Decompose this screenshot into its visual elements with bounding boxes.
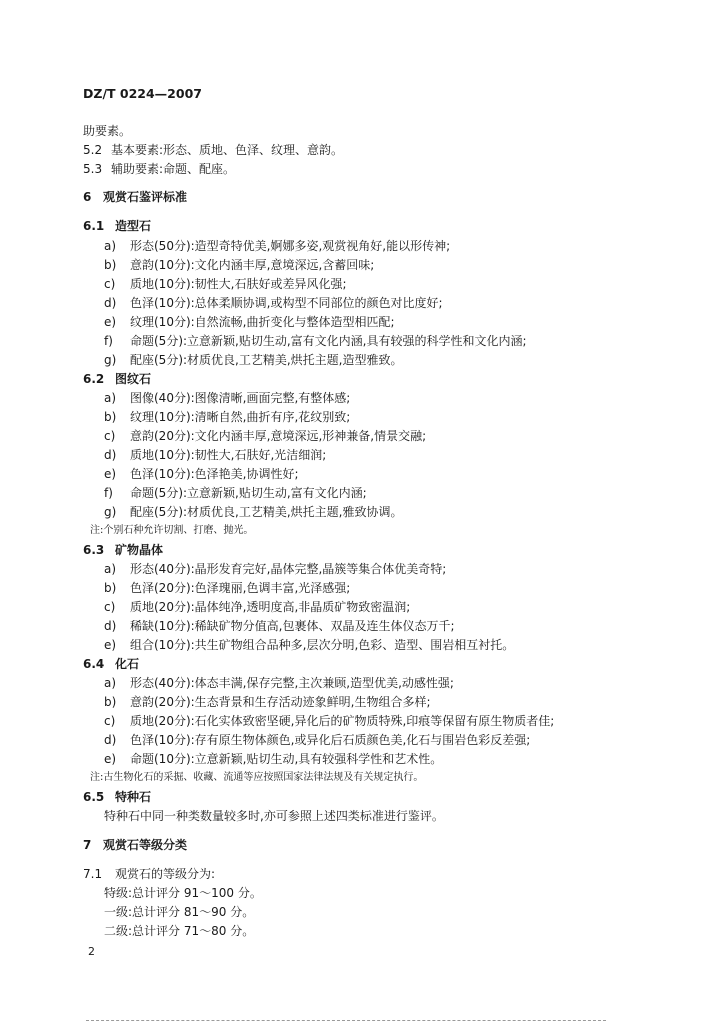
list-item-text: 质地(20分):晶体纯净,透明度高,非晶质矿物致密温润; xyxy=(130,600,411,614)
list-marker: c) xyxy=(104,429,116,443)
list-item-text: 色泽(10分):色泽艳美,协调性好; xyxy=(130,467,299,481)
list-marker: a) xyxy=(104,562,117,576)
list-item xyxy=(104,713,554,729)
section-number: 6 xyxy=(83,190,92,204)
subsection-title: 图纹石 xyxy=(115,372,152,386)
list-item xyxy=(104,276,347,292)
list-item-text: 意韵(20分):文化内涵丰厚,意境深远,形神兼备,情景交融; xyxy=(130,429,427,443)
grade-item: 特级:总计评分 91～100 分。 xyxy=(104,886,262,900)
list-item xyxy=(104,599,410,615)
list-item xyxy=(104,675,454,691)
list-item xyxy=(104,409,350,425)
section-title: 观赏石鉴评标准 xyxy=(103,190,188,204)
list-item xyxy=(104,637,514,653)
subsection-heading-6-2 xyxy=(83,371,151,387)
list-marker: a) xyxy=(104,391,117,405)
list-item-text: 意韵(20分):生态背景和生存活动迹象鲜明,生物组合多样; xyxy=(130,695,431,709)
list-item xyxy=(104,390,350,406)
list-item-text: 形态(50分):造型奇特优美,婀娜多姿,观赏视角好,能以形传神; xyxy=(130,239,451,253)
list-marker: a) xyxy=(104,239,117,253)
list-item-text: 质地(10分):韧性大,石肤好,光洁细润; xyxy=(130,448,327,462)
subsection-heading-6-1 xyxy=(83,218,151,234)
list-item-text: 纹理(10分):自然流畅,曲折变化与整体造型相匹配; xyxy=(130,315,395,329)
note-text: 注:个别石种允许切割、打磨、抛光。 xyxy=(90,525,254,536)
list-item-text: 色泽(20分):色泽瑰丽,色调丰富,光泽感强; xyxy=(130,581,351,595)
list-item xyxy=(104,447,326,463)
list-item-text: 组合(10分):共生矿物组合品种多,层次分明,色彩、造型、围岩相互衬托。 xyxy=(130,638,515,652)
list-marker: b) xyxy=(104,410,117,424)
list-marker: e) xyxy=(104,752,117,766)
list-marker: d) xyxy=(104,448,117,462)
list-item-text: 质地(10分):韧性大,石肤好或差异风化强; xyxy=(130,277,347,291)
subsection-heading-6-5 xyxy=(83,789,151,805)
clause-7-1 xyxy=(83,866,215,882)
list-marker: g) xyxy=(104,505,117,519)
section-title: 观赏石等级分类 xyxy=(103,838,188,852)
list-marker: g) xyxy=(104,353,117,367)
continued-text: 助要素。 xyxy=(83,124,132,138)
list-item xyxy=(104,694,431,710)
note-text: 注:古生物化石的采掘、收藏、流通等应按照国家法律法规及有关规定执行。 xyxy=(90,772,424,783)
list-marker: f) xyxy=(104,334,113,348)
paragraph: 特种石中同一种类数量较多时,亦可参照上述四类标准进行鉴评。 xyxy=(104,809,444,823)
clause-5-2 xyxy=(83,142,343,158)
subsection-number: 6.3 xyxy=(83,543,105,557)
list-item-text: 色泽(10分):总体柔顺协调,或构型不同部位的颜色对比度好; xyxy=(130,296,443,310)
subsection-title: 特种石 xyxy=(115,790,152,804)
list-item xyxy=(104,580,350,596)
list-marker: e) xyxy=(104,638,117,652)
list-marker: e) xyxy=(104,315,117,329)
clause-text: 基本要素:形态、质地、色泽、纹理、意韵。 xyxy=(111,143,344,157)
document-code-header: DZ/T 0224—2007 xyxy=(83,86,202,101)
list-marker: b) xyxy=(104,258,117,272)
list-marker: d) xyxy=(104,619,117,633)
subsection-heading-6-3 xyxy=(83,542,163,558)
list-marker: c) xyxy=(104,277,116,291)
grade-item: 二级:总计评分 71～80 分。 xyxy=(104,924,255,938)
list-item xyxy=(104,485,367,501)
clause-5-3 xyxy=(83,161,235,177)
list-marker: c) xyxy=(104,600,116,614)
section-heading-6 xyxy=(83,189,187,205)
subsection-heading-6-4 xyxy=(83,656,139,672)
list-item xyxy=(104,732,530,748)
clause-text: 观赏石的等级分为: xyxy=(115,867,216,881)
subsection-title: 造型石 xyxy=(115,219,152,233)
list-marker: b) xyxy=(104,581,117,595)
list-item-text: 配座(5分):材质优良,工艺精美,烘托主题,雅致协调。 xyxy=(130,505,403,519)
list-item xyxy=(104,504,403,520)
list-item xyxy=(104,333,527,349)
list-marker: d) xyxy=(104,733,117,747)
list-item xyxy=(104,466,299,482)
list-item xyxy=(104,428,426,444)
list-item-text: 色泽(10分):存有原生物体颜色,或异化后石质颜色美,化石与围岩色彩反差强; xyxy=(130,733,531,747)
grade-item: 一级:总计评分 81～90 分。 xyxy=(104,905,255,919)
list-item-text: 意韵(10分):文化内涵丰厚,意境深远,含蓄回味; xyxy=(130,258,375,272)
list-item xyxy=(104,314,395,330)
list-item xyxy=(104,238,450,254)
section-heading-7 xyxy=(83,837,187,853)
list-item-text: 命题(5分):立意新颖,贴切生动,富有文化内涵,具有较强的科学性和文化内涵; xyxy=(130,334,527,348)
list-item xyxy=(104,751,442,767)
list-item xyxy=(104,257,374,273)
subsection-number: 6.5 xyxy=(83,790,105,804)
list-item-text: 稀缺(10分):稀缺矿物分值高,包裹体、双晶及连生体仪态万千; xyxy=(130,619,455,633)
list-marker: d) xyxy=(104,296,117,310)
clause-text: 辅助要素:命题、配座。 xyxy=(111,162,236,176)
clause-number: 7.1 xyxy=(83,867,103,881)
section-number: 7 xyxy=(83,838,92,852)
list-marker: a) xyxy=(104,676,117,690)
list-item xyxy=(104,561,446,577)
list-item xyxy=(104,352,403,368)
list-item-text: 形态(40分):体态丰满,保存完整,主次兼顾,造型优美,动感性强; xyxy=(130,676,454,690)
list-marker: e) xyxy=(104,467,117,481)
subsection-number: 6.2 xyxy=(83,372,105,386)
list-marker: f) xyxy=(104,486,113,500)
list-item-text: 纹理(10分):清晰自然,曲折有序,花纹别致; xyxy=(130,410,351,424)
list-item-text: 命题(5分):立意新颖,贴切生动,富有文化内涵; xyxy=(130,486,367,500)
list-item-text: 图像(40分):图像清晰,画面完整,有整体感; xyxy=(130,391,351,405)
subsection-number: 6.4 xyxy=(83,657,105,671)
list-item-text: 形态(40分):晶形发育完好,晶体完整,晶簇等集合体优美奇特; xyxy=(130,562,447,576)
subsection-title: 化石 xyxy=(115,657,140,671)
list-item xyxy=(104,618,455,634)
list-marker: b) xyxy=(104,695,117,709)
list-marker: c) xyxy=(104,714,116,728)
list-item-text: 配座(5分):材质优良,工艺精美,烘托主题,造型雅致。 xyxy=(130,353,403,367)
list-item-text: 质地(20分):石化实体致密坚硬,异化后的矿物质特殊,印痕等保留有原生物质者佳; xyxy=(130,714,555,728)
list-item xyxy=(104,295,443,311)
footer-divider xyxy=(86,1020,606,1021)
list-item-text: 命题(10分):立意新颖,贴切生动,具有较强科学性和艺术性。 xyxy=(130,752,443,766)
clause-number: 5.3 xyxy=(83,162,103,176)
page-number: 2 xyxy=(88,945,95,958)
subsection-number: 6.1 xyxy=(83,219,105,233)
subsection-title: 矿物晶体 xyxy=(115,543,164,557)
clause-number: 5.2 xyxy=(83,143,103,157)
